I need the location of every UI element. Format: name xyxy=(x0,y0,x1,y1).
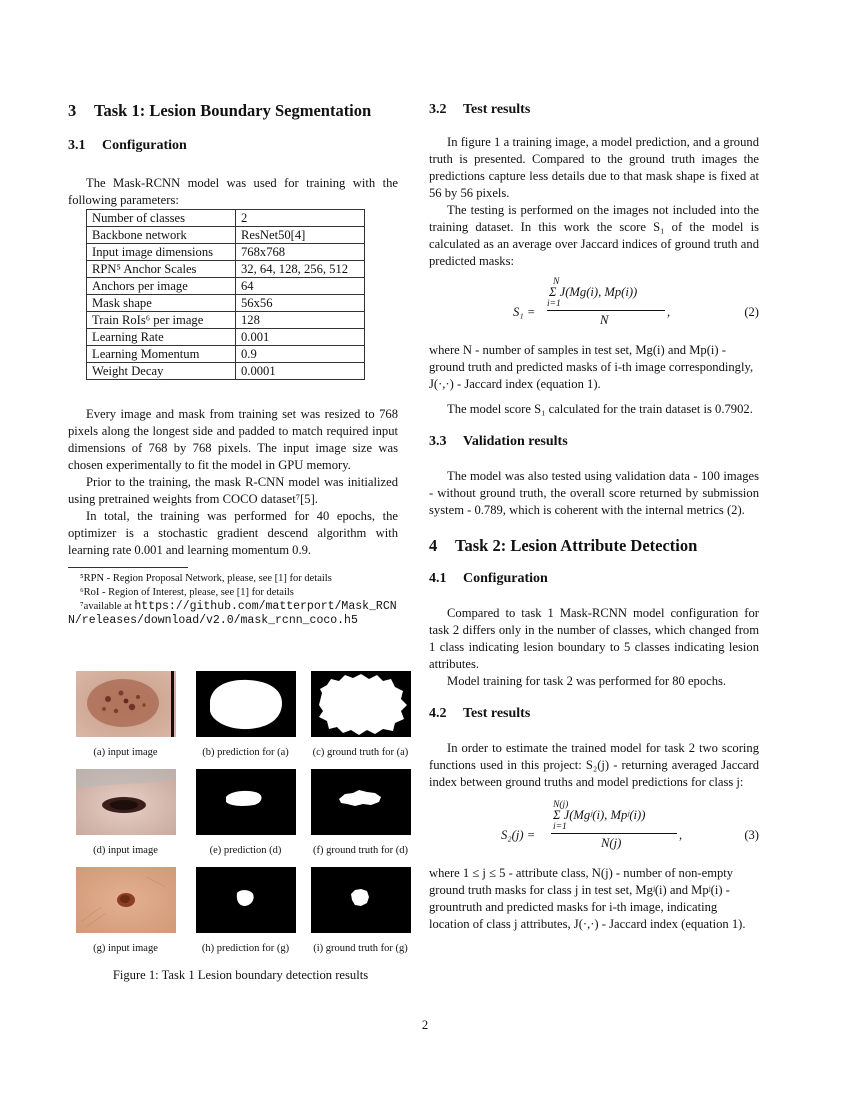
subsection-number: 4.2 xyxy=(429,706,447,721)
fraction-bar xyxy=(547,310,665,311)
subsection-title: Configuration xyxy=(102,138,187,153)
paragraph: where 1 ≤ j ≤ 5 - attribute class, N(j) - number of non-empty ground truth masks for class j in test set, Mgʲ(i) and Mpʲ(i) - grountruth and predicted masks for i-th image, indicating location of class j attributes, J(·,·) - Jaccard index (equation 1). xyxy=(429,866,746,931)
equation-lhs: S₂(j) = xyxy=(501,828,536,842)
equation-3 xyxy=(429,801,759,861)
lesion-input-image xyxy=(76,671,176,737)
param-value: 768x768 xyxy=(236,244,365,261)
param-name: Learning Rate xyxy=(87,329,236,346)
subsection-number: 3.1 xyxy=(68,138,86,153)
prediction-mask-image xyxy=(196,769,296,835)
figure-panel-g xyxy=(68,867,183,955)
sum-lower-limit: i=1 xyxy=(553,822,567,832)
figure-panel-i xyxy=(308,867,413,955)
table-row xyxy=(87,346,365,363)
subfigure-caption: (c) ground truth for (a) xyxy=(312,747,409,758)
table-row xyxy=(87,278,365,295)
subsection-3-3-heading xyxy=(429,432,759,452)
param-name: Mask shape xyxy=(87,295,236,312)
right-column xyxy=(429,96,759,933)
subsection-4-1-heading xyxy=(429,569,759,589)
section-number: 4 xyxy=(429,536,438,555)
footnote-6: ⁶RoI - Region of Interest, please, see [1] for details xyxy=(80,587,294,598)
table-row xyxy=(87,312,365,329)
equation-numerator: Σ J(Mg(i), Mp(i)) xyxy=(549,285,638,299)
footnote-7 xyxy=(68,600,398,628)
sum-lower-limit: i=1 xyxy=(547,299,561,309)
figure-panel-a xyxy=(68,671,183,759)
param-name: Weight Decay xyxy=(87,363,236,380)
param-value: ResNet50[4] xyxy=(236,227,365,244)
equation-denominator: N(j) xyxy=(601,836,622,850)
paragraph: In total, the training was performed for 40 epochs, the optimizer is a stochastic gradient descend algorithm with learning rate 0.001 and learning momentum 0.9. xyxy=(68,509,398,557)
left-column xyxy=(68,96,398,628)
table-row xyxy=(87,227,365,244)
subfigure-caption: (f) ground truth for (d) xyxy=(312,845,409,856)
figure-caption: Figure 1: Task 1 Lesion boundary detection results xyxy=(112,968,369,982)
subsection-title: Configuration xyxy=(463,571,548,586)
figure-1 xyxy=(68,671,413,984)
fraction-bar xyxy=(551,833,677,834)
subsection-number: 3.2 xyxy=(429,102,447,117)
subsection-title: Test results xyxy=(463,706,531,721)
prediction-mask-image xyxy=(196,867,296,933)
param-name: RPN⁵ Anchor Scales xyxy=(87,261,236,278)
table-row xyxy=(87,244,365,261)
param-name: Anchors per image xyxy=(87,278,236,295)
figure-panel-d xyxy=(68,769,183,857)
subfigure-caption: (a) input image xyxy=(93,747,158,758)
ground-truth-mask-image xyxy=(311,867,411,933)
footnote-7-prefix: ⁷available at xyxy=(80,601,135,612)
param-name: Train RoIs⁶ per image xyxy=(87,312,236,329)
sum-upper-limit: N(j) xyxy=(553,800,569,810)
param-name: Number of classes xyxy=(87,210,236,227)
section-4-heading xyxy=(429,535,759,557)
ground-truth-mask-image xyxy=(311,769,411,835)
param-value: 56x56 xyxy=(236,295,365,312)
figure-row xyxy=(68,769,413,867)
parameters-table xyxy=(86,209,365,380)
subsection-title: Test results xyxy=(463,102,531,117)
param-value: 64 xyxy=(236,278,365,295)
param-value: 128 xyxy=(236,312,365,329)
section-number: 3 xyxy=(68,101,77,120)
subsection-title: Validation results xyxy=(463,434,568,449)
subfigure-caption: (d) input image xyxy=(93,845,158,856)
equation-number: (3) xyxy=(744,828,759,842)
table-row xyxy=(87,329,365,346)
subsection-number: 4.1 xyxy=(429,571,447,586)
equation-numerator: Σ J(Mgʲ(i), Mpʲ(i)) xyxy=(553,808,646,822)
param-value: 32, 64, 128, 256, 512 xyxy=(236,261,365,278)
equation-lhs: S₁ = xyxy=(513,305,536,319)
figure-panel-e xyxy=(188,769,303,857)
figure-panel-f xyxy=(308,769,413,857)
param-value: 0.0001 xyxy=(236,363,365,380)
subfigure-caption: (e) prediction (d) xyxy=(209,845,282,856)
table-row xyxy=(87,363,365,380)
equation-number: (2) xyxy=(744,305,759,319)
subsection-3-1-heading xyxy=(68,136,398,156)
param-value: 0.001 xyxy=(236,329,365,346)
paragraph xyxy=(68,474,398,508)
sum-upper-limit: N xyxy=(553,277,560,287)
subfigure-caption: (i) ground truth for (g) xyxy=(313,943,408,954)
subfigure-caption: (h) prediction for (g) xyxy=(201,943,290,954)
equation-comma: , xyxy=(667,305,671,319)
footnote-rule xyxy=(68,567,188,568)
figure-row xyxy=(68,671,413,769)
param-name: Input image dimensions xyxy=(87,244,236,261)
param-name: Backbone network xyxy=(87,227,236,244)
figure-panel-c xyxy=(308,671,413,759)
paragraph: In order to estimate the trained model for task 2 two scoring functions used in this project: S₂(j) - returning averaged Jaccard index between ground truths and model predictions for class j: xyxy=(429,741,759,789)
paragraph: The testing is performed on the images not included into the training dataset. In this work the score S₁ of the model is calculated as an average over Jaccard indices of ground truth and predicted masks: xyxy=(429,203,759,268)
param-value: 0.9 xyxy=(236,346,365,363)
figure-panel-b xyxy=(188,671,303,759)
paragraph: Model training for task 2 was performed for 80 epochs. xyxy=(447,674,727,688)
table-row xyxy=(87,210,365,227)
table-row xyxy=(87,295,365,312)
equation-denominator: N xyxy=(600,313,609,327)
subsection-number: 3.3 xyxy=(429,434,447,449)
paragraph: In figure 1 a training image, a model prediction, and a ground truth is presented. Compared to the ground truth images the predictions capture less details due to that mask shape is fixed at 56 by 56 pixels. xyxy=(429,135,759,200)
figure-row xyxy=(68,867,413,965)
paragraph: The model score S₁ calculated for the train dataset is 0.7902. xyxy=(447,402,753,416)
subsection-4-2-heading xyxy=(429,704,759,724)
table-row xyxy=(87,261,365,278)
subfigure-caption: (b) prediction for (a) xyxy=(202,747,289,758)
figure-panel-h xyxy=(188,867,303,955)
paragraph: Every image and mask from training set was resized to 768 pixels along the longest side and padded to match required input dimensions of 768 by 768 pixels. The input image size was chosen experimentally to fit the model in GPU memory. xyxy=(68,407,398,472)
ground-truth-mask-image xyxy=(311,671,411,737)
paragraph-text: Prior to the training, the mask R-CNN model was initialized using pretrained weights from COCO dataset⁷[5]. xyxy=(68,475,398,506)
subfigure-caption: (g) input image xyxy=(93,943,158,954)
footnote-7-url[interactable]: https://github.com/matterport/Mask_RCNN/releases/download/v2.0/mask_rcnn_coco.h5 xyxy=(68,600,397,627)
section-title: Task 2: Lesion Attribute Detection xyxy=(455,536,698,555)
prediction-mask-image xyxy=(196,671,296,737)
subsection-3-2-heading xyxy=(429,100,759,120)
param-value: 2 xyxy=(236,210,365,227)
section-title: Task 1: Lesion Boundary Segmentation xyxy=(94,101,372,120)
section-3-heading xyxy=(68,100,398,122)
paragraph: Compared to task 1 Mask-RCNN model configuration for task 2 differs only in the number of classes, which changed from 1 class indicating lesion boundary to 5 classes indicating lesion attributes. xyxy=(429,606,759,671)
param-name: Learning Momentum xyxy=(87,346,236,363)
paragraph: The model was also tested using validation data - 100 images - without ground truth, the overall score returned by submission system - 0.789, which is coherent with the internal metrics (2). xyxy=(429,469,759,517)
paragraph: where N - number of samples in test set, Mg(i) and Mp(i) - ground truth and predicted masks of i-th image correspondingly, J(·,·) - Jaccard index (equation 1). xyxy=(429,343,754,391)
paragraph: The Mask-RCNN model was used for training with the following parameters: xyxy=(68,176,398,207)
equation-2 xyxy=(429,278,759,338)
footnote-5: ⁵RPN - Region Proposal Network, please, see [1] for details xyxy=(80,573,332,584)
lesion-input-image xyxy=(76,769,176,835)
equation-comma: , xyxy=(679,828,683,842)
page-number: 2 xyxy=(421,1018,429,1032)
footnotes xyxy=(68,567,398,628)
lesion-input-image xyxy=(76,867,176,933)
